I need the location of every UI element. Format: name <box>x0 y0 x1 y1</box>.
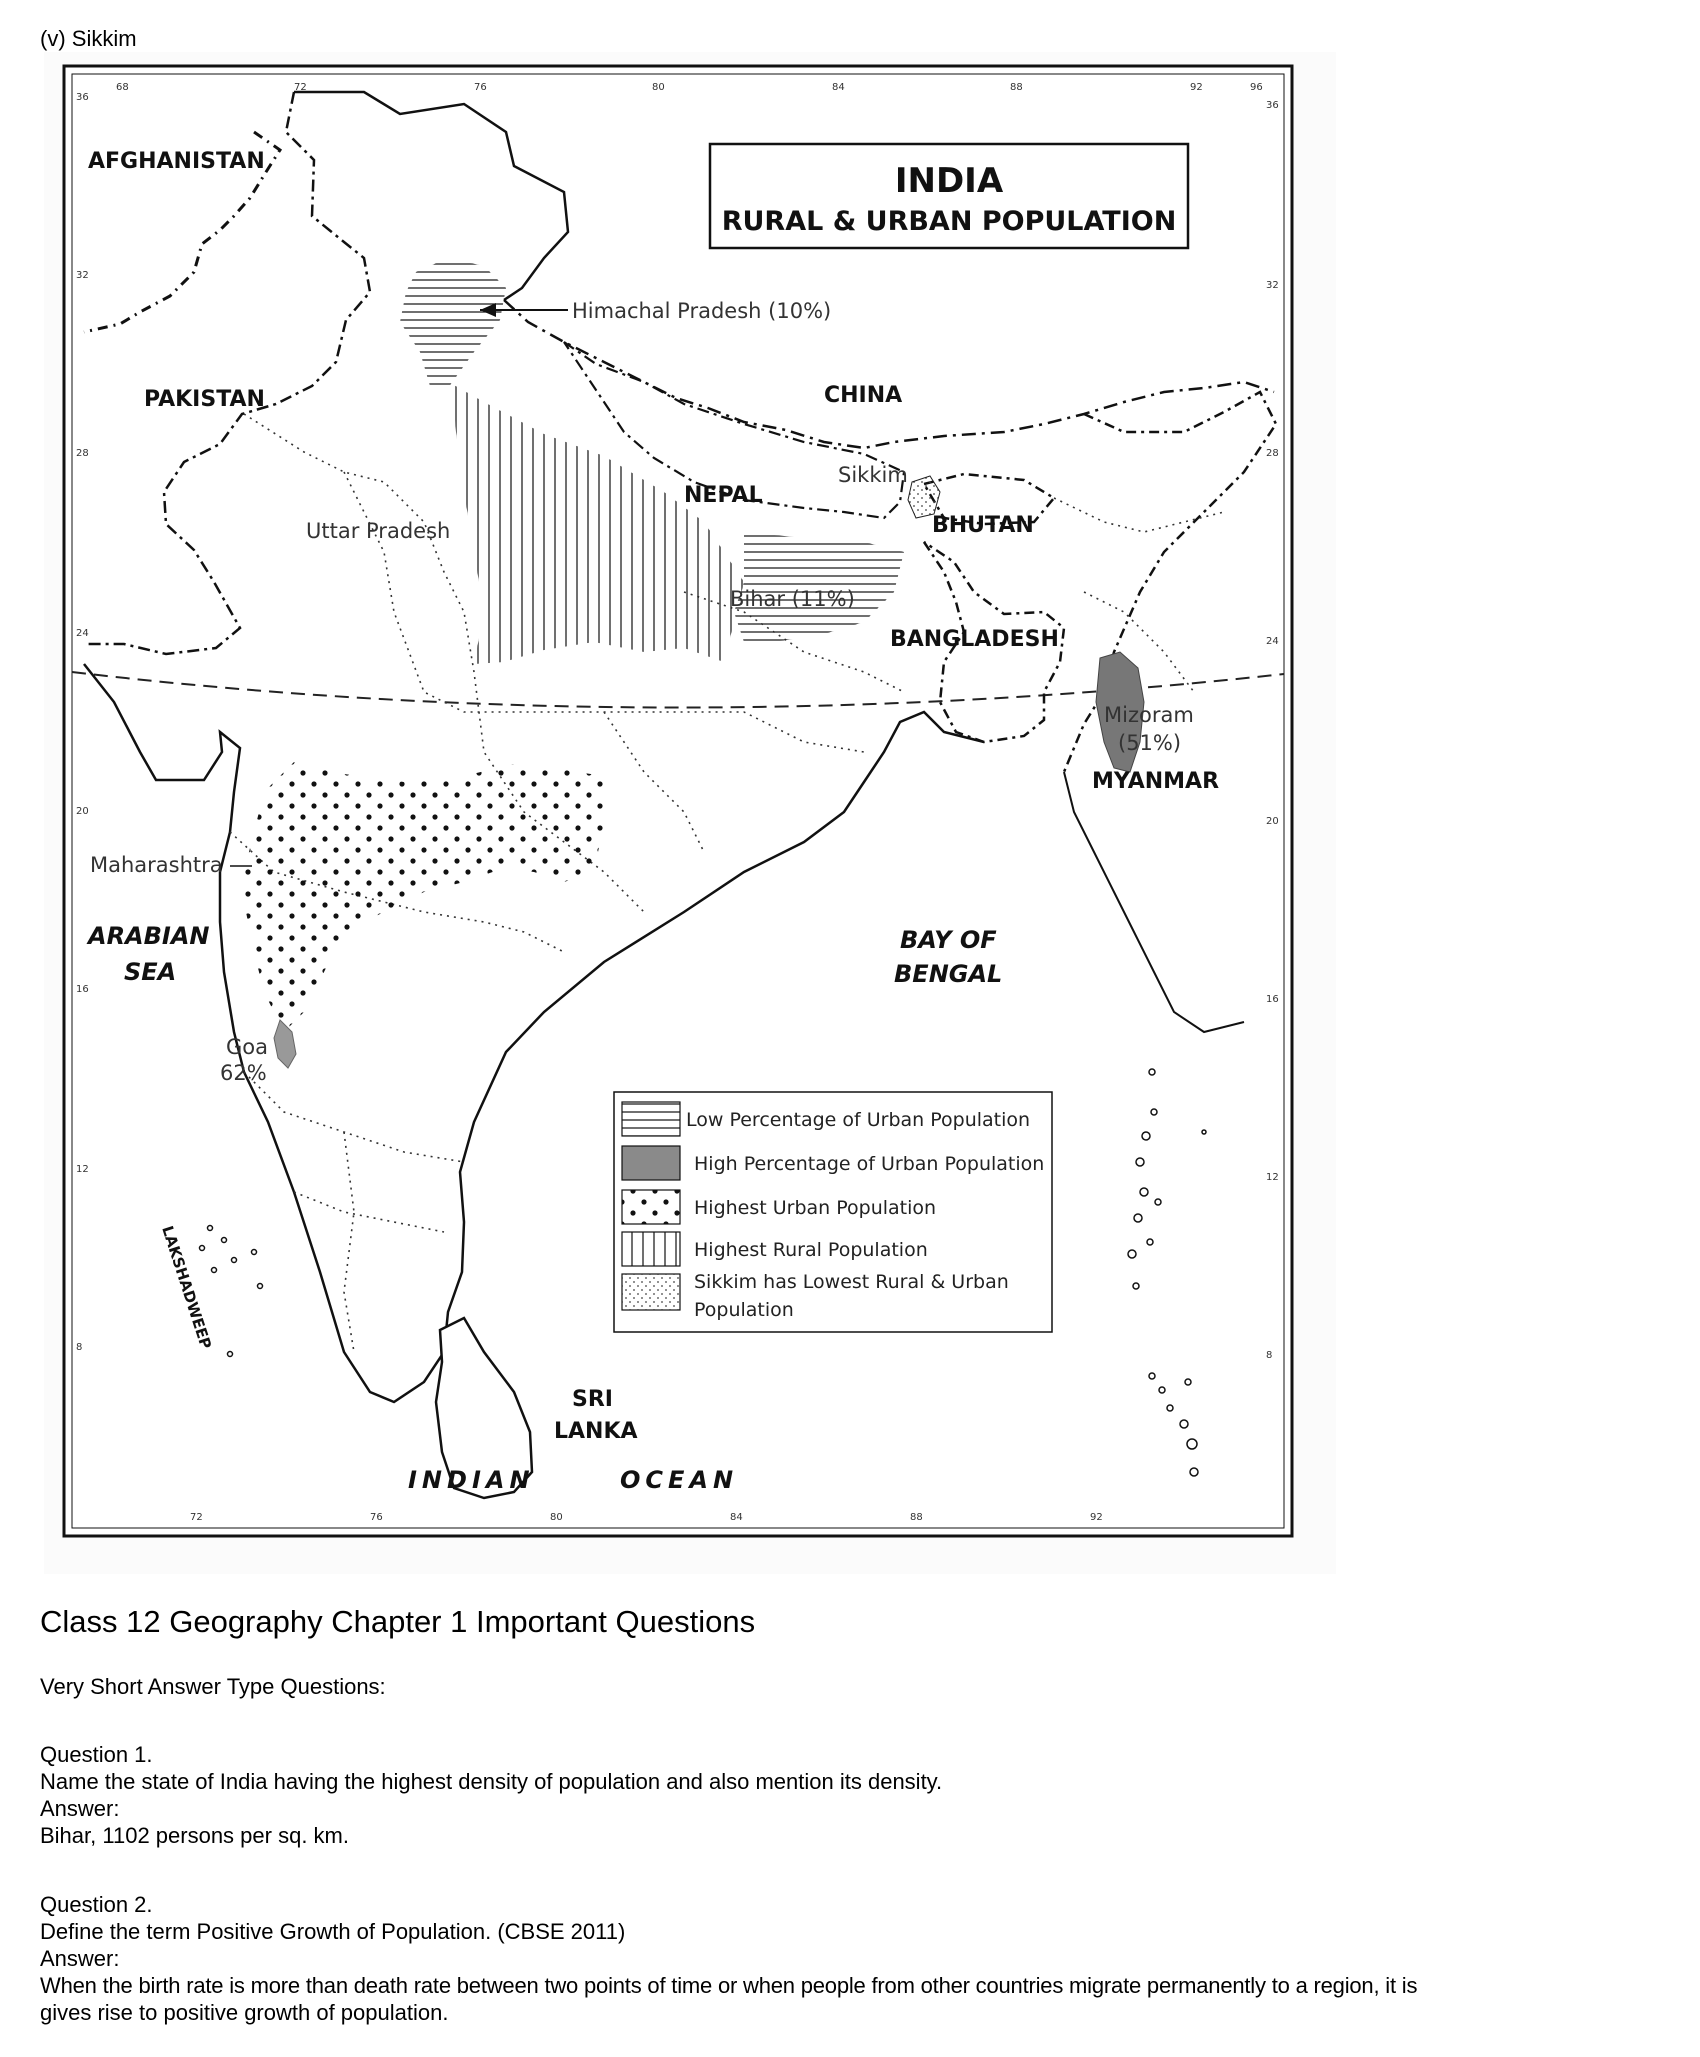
svg-text:16: 16 <box>76 984 89 995</box>
state-label-maharashtra: Maharashtra <box>90 853 223 877</box>
horizontal-lines-icon <box>622 1102 680 1136</box>
svg-text:84: 84 <box>730 1512 743 1523</box>
svg-text:20: 20 <box>1266 816 1279 827</box>
svg-text:28: 28 <box>1266 448 1279 459</box>
sea-label-bengal: BENGAL <box>894 960 1003 988</box>
svg-text:72: 72 <box>294 82 307 93</box>
svg-text:12: 12 <box>76 1164 89 1175</box>
state-label-mizoram-pct: (51%) <box>1118 731 1182 755</box>
svg-text:92: 92 <box>1090 1512 1103 1523</box>
svg-text:16: 16 <box>1266 994 1279 1005</box>
answer-label: Answer: <box>40 1946 120 1971</box>
svg-text:36: 36 <box>76 92 89 103</box>
legend-label: Sikkim has Lowest Rural & Urban <box>694 1271 1009 1293</box>
section-heading: Class 12 Geography Chapter 1 Important Questions <box>40 1604 756 1639</box>
sub-part-label: (v) Sikkim <box>40 26 137 51</box>
legend-label: High Percentage of Urban Population <box>694 1153 1045 1175</box>
sea-label-ocean: OCEAN <box>620 1466 739 1494</box>
map-title: INDIA <box>894 161 1004 201</box>
question-text: Name the state of India having the highest density of population and also mention its density. <box>40 1769 943 1794</box>
answer-text-continued: gives rise to positive growth of population. <box>40 2000 449 2025</box>
section-subheading: Very Short Answer Type Questions: <box>40 1674 386 1699</box>
svg-text:8: 8 <box>76 1342 83 1353</box>
state-label-himachal-pradesh: Himachal Pradesh (10%) <box>572 299 832 323</box>
legend-label-line2: Population <box>694 1299 794 1321</box>
svg-text:76: 76 <box>474 82 487 93</box>
sea-label-arabian: ARABIAN <box>88 922 210 950</box>
svg-text:88: 88 <box>1010 82 1023 93</box>
country-label-sri-lanka-1: SRI <box>572 1387 613 1412</box>
state-label-goa-pct: 62% <box>220 1061 267 1085</box>
svg-text:84: 84 <box>832 82 845 93</box>
svg-text:88: 88 <box>910 1512 923 1523</box>
svg-text:32: 32 <box>1266 280 1279 291</box>
svg-text:72: 72 <box>190 1512 203 1523</box>
svg-text:92: 92 <box>1190 82 1203 93</box>
india-rural-urban-map <box>44 52 1336 1574</box>
svg-text:8: 8 <box>1266 1350 1273 1361</box>
answer-text: When the birth rate is more than death rate between two points of time or when people from other countries migrate permanently to a region, it is <box>40 1973 1418 1998</box>
state-label-uttar-pradesh: Uttar Pradesh <box>306 519 451 543</box>
question-number: Question 2. <box>40 1892 153 1917</box>
sea-label-sea: SEA <box>124 958 177 986</box>
state-label-sikkim: Sikkim <box>838 463 908 487</box>
legend-label: Low Percentage of Urban Population <box>686 1109 1031 1131</box>
islands-label-lakshadweep: LAKSHADWEEP <box>158 1223 215 1352</box>
solid-fill-icon <box>622 1146 680 1180</box>
legend-label: Highest Urban Population <box>694 1197 937 1219</box>
answer-text: Bihar, 1102 persons per sq. km. <box>40 1823 349 1848</box>
map-subtitle: RURAL & URBAN POPULATION <box>721 206 1177 237</box>
country-label-nepal: NEPAL <box>684 483 763 508</box>
legend-label: Highest Rural Population <box>694 1239 928 1261</box>
svg-text:80: 80 <box>550 1512 563 1523</box>
svg-text:20: 20 <box>76 806 89 817</box>
question-text: Define the term Positive Growth of Population. (CBSE 2011) <box>40 1919 626 1944</box>
country-label-bhutan: BHUTAN <box>932 513 1034 538</box>
svg-text:80: 80 <box>652 82 665 93</box>
vertical-lines-icon <box>622 1232 680 1266</box>
country-label-afghanistan: AFGHANISTAN <box>88 149 265 174</box>
svg-text:96: 96 <box>1250 82 1263 93</box>
svg-text:28: 28 <box>76 448 89 459</box>
svg-text:36: 36 <box>1266 100 1279 111</box>
country-label-myanmar: MYANMAR <box>1092 769 1220 794</box>
state-label-mizoram: Mizoram <box>1104 703 1194 727</box>
svg-text:24: 24 <box>76 628 89 639</box>
svg-text:76: 76 <box>370 1512 383 1523</box>
country-label-bangladesh: BANGLADESH <box>890 627 1059 652</box>
country-label-sri-lanka-2: LANKA <box>554 1419 638 1444</box>
dots-icon <box>622 1190 680 1224</box>
question-number: Question 1. <box>40 1742 153 1767</box>
fine-dots-icon <box>622 1274 680 1310</box>
svg-text:68: 68 <box>116 82 129 93</box>
svg-text:32: 32 <box>76 270 89 281</box>
state-label-goa: Goa <box>226 1035 268 1059</box>
answer-label: Answer: <box>40 1796 120 1821</box>
sea-label-indian: INDIAN <box>408 1466 535 1494</box>
sea-label-bay-of: BAY OF <box>900 926 997 954</box>
country-label-china: CHINA <box>824 383 903 408</box>
country-label-pakistan: PAKISTAN <box>144 387 265 412</box>
svg-text:24: 24 <box>1266 636 1279 647</box>
state-label-bihar: Bihar (11%) <box>730 587 855 611</box>
svg-text:12: 12 <box>1266 1172 1279 1183</box>
